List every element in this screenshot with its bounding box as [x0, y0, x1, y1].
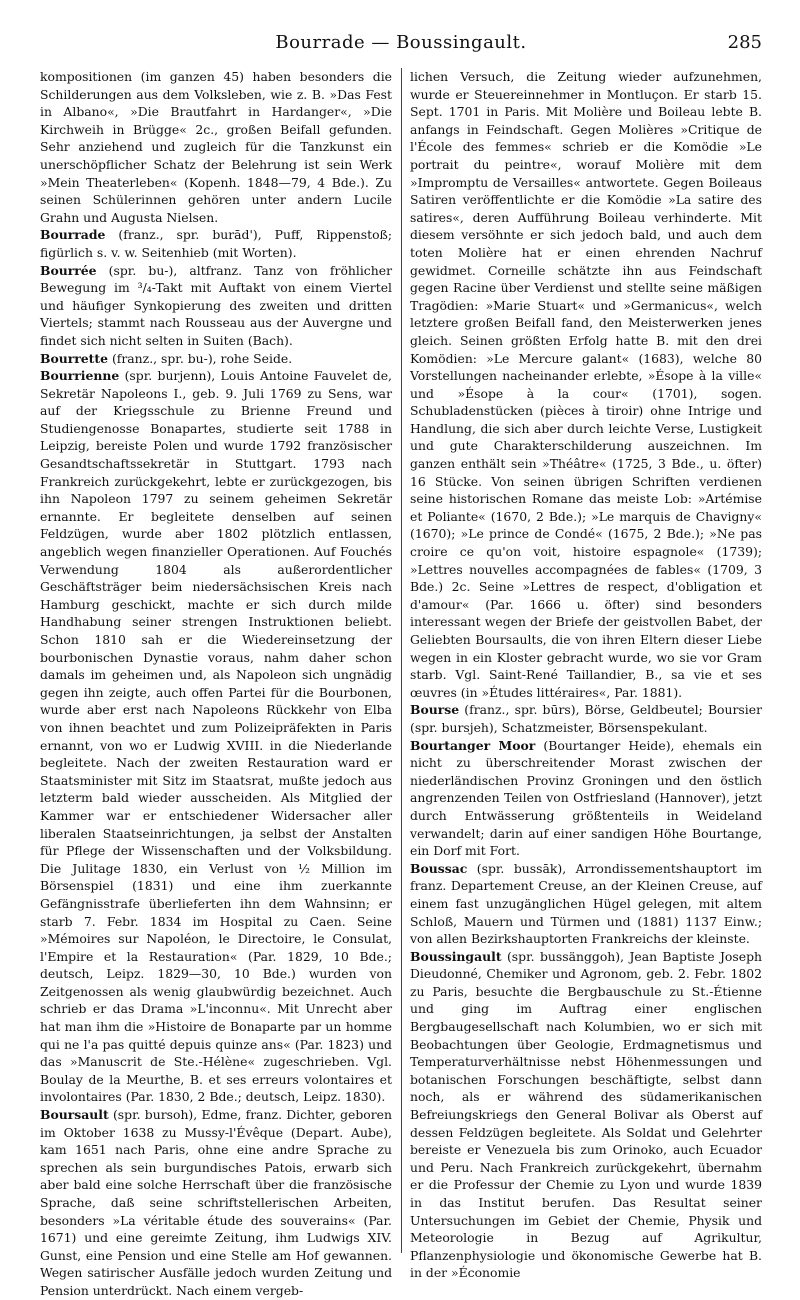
entry-headword: Boussac [410, 860, 468, 876]
entry-text: kompositionen (im ganzen 45) haben besonders die Schilderungen aus dem Volksleben, wie z. B. »Das Fest in Albano«, »Die Brautfahrt in Hardanger«, »Die Kirchweih in Brügge« 2c., großen Beifall gefunden. Sehr anziehend und zugleich für die Tanzkunst ein unerschöpflicher Schatz der Belehrung ist sein Werk »Mein Theaterleben« (Kopenh. 1848—79, 4 Bde.). Zu seinen Schülerinnen gehören unter andern Lucile Grahn und Augusta Nielsen. [40, 69, 392, 225]
entry-paragraph [40, 226, 392, 261]
entry-paragraph [40, 262, 392, 350]
entry-paragraph [410, 701, 762, 736]
entry-paragraph [410, 860, 762, 948]
text-columns [40, 68, 763, 1298]
entry-paragraph [40, 350, 392, 368]
entry-paragraph [410, 737, 762, 860]
entry-headword: Bourtanger Moor [410, 737, 536, 753]
entry-headword: Bourse [410, 702, 460, 718]
entry-text: (spr. bursoh), Edme, franz. Dichter, geboren im Oktober 1638 zu Mussy-l'Évêque (Depart. Aube), kam 1651 nach Paris, ohne eine andre Sprache zu sprechen als sein burgundisches Patois, erwarb sich aber bald eine solche Herrschaft über die französische Sprache, daß seine schriftstellerischen Arbeiten, besonders »La véritable étude des souverains« (Par. 1671) und eine gereimte Zeitung, ihm Ludwigs XIV. Gunst, eine Pension und eine Stelle am Hof gewannen. Wegen satirischer Ausfälle jedoch wurden Zeitung und Pension unterdrückt. Nach einem vergeb- [40, 1107, 392, 1298]
column-divider [401, 68, 402, 1253]
left-column [40, 68, 392, 1298]
entry-text: (Bourtanger Heide), ehemals ein nicht zu überschreitender Morast zwischen der niederländischen Provinz Groningen und den östlich angrenzenden Teilen von Ostfriesland (Hannover), jetzt durch Entwässerung größtenteils in Weideland verwandelt; darin auf einer sandigen Höhe Bourtange, ein Dorf mit Fort. [410, 737, 763, 859]
entry-headword: Bourrette [40, 350, 109, 366]
entry-text: (franz., spr. bu-), rohe Seide. [108, 350, 293, 366]
entry-paragraph [40, 367, 392, 1106]
entry-text: (spr. burjenn), Louis Antoine Fauvelet de, Sekretär Napoleons I., geb. 9. Juli 1769 zu Sens, war auf der Kriegsschule zu Brienne Freund und Studiengenosse Bonapartes, studierte seit 1788 in Leipzig, bereiste Polen und wurde 1792 französischer Gesandtschaftssekretär in Stuttgart. 1793 nach Frankreich zurückgekehrt, lebte er zurückgezogen, bis ihn Napoleon 1797 zu seinem geheimen Sekretär ernannte. Er begleitete denselben auf seinen Feldzügen, wurde aber 1802 plötzlich entlassen, angeblich wegen finanzieller Operationen. Auf Fouchés Verwendung 1804 als außerordentlicher Geschäftsträger beim niedersächsischen Kreis nach Hamburg geschickt, machte er sich durch milde Handhabung seiner strengen Instruktionen beliebt. Schon 1810 sah er die Wiedereinsetzung der bourbonischen Dynastie voraus, nahm daher schon damals im geheimen und, als Napoleon sich ungnädig gegen ihn zeigte, auch offen Partei für die Bourbonen, wurde aber erst nach Napoleons Rückkehr von Elba von ihnen beachtet und zum Polizeipräfekten in Paris ernannt, von wo er Ludwig XVIII. in die Niederlande begleitete. Nach der zweiten Restauration ward er Staatsminister mit Sitz im Staatsrat, mußte jedoch aus letzterm bald wieder ausscheiden. Als Mitglied der Kammer war er entschiedener Widersacher aller liberalen Staatseinrichtungen, ja selbst der Anstalten für Pflege der Wissenschaften und der Volksbildung. Die Julitage 1830, ein Verlust von ½ Million im Börsenspiel (1831) und eine ihm zuerkannte Gefängnisstrafe überlieferten ihn dem Wahnsinn; er starb 7. Febr. 1834 im Hospital zu Caen. Seine »Mémoires sur Napoléon, le Directoire, le Consulat, l'Empire et la Restauration« (Par. 1829, 10 Bde.; deutsch, Leipz. 1829—30, 10 Bde.) wurden von Zeitgenossen als wenig glaubwürdig bezeichnet. Auch schrieb er das Drama »L'inconnu«. Mit Unrecht aber hat man ihm die »Histoire de Bonaparte par un homme qui ne l'a pas quitté depuis quinze ans« (Par. 1823) und das »Manuscrit de Ste.-Hélène« zugeschrieben. Vgl. Boulay de la Meurthe, B. et ses erreurs volontaires et involontaires (Par. 1830, 2 Bde.; deutsch, Leipz. 1830). [40, 368, 392, 1105]
entry-text: (spr. bussänggoh), Jean Baptiste Joseph Dieudonné, Chemiker und Agronom, geb. 2. Febr. 1802 zu Paris, besuchte die Bergbauschule zu St.-Étienne und ging im Auftrag einer englischen Bergbaugesellschaft nach Kolumbien, wo er sich mit Beobachtungen über Geologie, Erdmagnetismus und Temperaturverhältnisse nebst Höhenmessungen und botanischen Forschungen beschäftigte, selbst dann noch, als er während des südamerikanischen Befreiungskriegs den General Bolivar als Oberst auf dessen Feldzügen begleitete. Als Soldat und Gelehrter bereiste er Venezuela bis zum Orinoko, auch Ecuador und Peru. Nach Frankreich zurückgekehrt, übernahm er die Professur der Chemie zu Lyon und wurde 1839 in das Institut berufen. Das Resultat seiner Untersuchungen im Gebiet der Chemie, Physik und Meteorologie in Bezug auf Agrikultur, Pflanzenphysiologie und ökonomische Gewerbe hat B. in der »Économie [410, 948, 762, 1281]
entry-headword: Boursault [40, 1107, 109, 1123]
entry-headword: Boussingault [410, 948, 502, 964]
page-title: Bourrade — Boussingault. [275, 32, 527, 53]
entry-text: (spr. bu-), altfranz. Tanz von fröhlicher Bewegung im ³/₄-Takt mit Auftakt von einem Viertel und häufiger Synkopierung des zweiten und dritten Viertels; stammt nach Rousseau aus der Auvergne und findet sich nicht selten in Suiten (Bach). [40, 262, 392, 348]
entry-headword: Bourrée [40, 262, 97, 278]
entry-paragraph [410, 68, 762, 701]
entry-text: (franz., spr. būrs), Börse, Geldbeutel; Boursier (spr. bursjeh), Schatzmeister, Börsenspekulant. [410, 702, 762, 735]
entry-headword: Bourrienne [40, 368, 120, 384]
entry-text: lichen Versuch, die Zeitung wieder aufzunehmen, wurde er Steuereinnehmer in Montluçon. Er starb 15. Sept. 1701 in Paris. Mit Molière und Boileau lebte B. anfangs in Feindschaft. Gegen Molières »Critique de l'École des femmes« schrieb er die Komödie »Le portrait du peintre«, worauf Molière mit dem »Impromptu de Versailles« antwortete. Gegen Boileaus Satiren veröffentlichte er die Komödie »La satire des satires«, deren Aufführung Boileau verhinderte. Mit diesem versöhnte er sich jedoch bald, und auch dem toten Molière hat er einen ehrenden Nachruf gewidmet. Corneille schätzte ihn aus Feindschaft gegen Racine über Verdienst und stellte seine mäßigen Tragödien: »Marie Stuart« und »Germanicus«, welch letztere großen Beifall fand, den Meisterwerken jenes gleich. Seinen größten Erfolg hatte B. mit den drei Komödien: »Le Mercure galant« (1683), welche 80 Vorstellungen nacheinander erlebte, »Ésope à la ville« und »Ésope à la cour« (1701), sogen. Schubladenstücken (pièces à tiroir) ohne Intrige und Handlung, die sich aber durch leichte Verse, Lustigkeit und gute Charakterschilderung auszeichnen. Im ganzen enthält sein »Théâtre« (1725, 3 Bde., u. öfter) 16 Stücke. Von seinen übrigen Schriften verdienen seine historischen Romane das meiste Lob: »Artémise et Poliante« (1670, 2 Bde.); »Le marquis de Chavigny« (1670); »Le prince de Condé« (1675, 2 Bde.); »Ne pas croire ce qu'on voit, histoire espagnole« (1739); »Lettres nouvelles accompagnées de fables« (1709, 3 Bde.) 2c. Seine »Lettres de respect, d'obligation et d'amour« (Par. 1666 u. öfter) sind besonders interessant wegen der Briefe der geistvollen Babet, der Geliebten Boursaults, die von ihren Eltern dieser Liebe wegen in ein Kloster gebracht wurde, wo sie vor Gram starb. Vgl. Saint-René Taillandier, B., sa vie et ses œuvres (in »Études littéraires«, Par. 1881). [410, 69, 762, 700]
dictionary-page [40, 28, 763, 1298]
entry-text: (franz., spr. burād'), Puff, Rippenstoß; figürlich s. v. w. Seitenhieb (mit Worten). [40, 227, 392, 260]
page-number: 285 [727, 32, 762, 53]
right-column [410, 68, 763, 1281]
entry-text: (spr. bussāk), Arrondissementshauptort im franz. Departement Creuse, an der Kleinen Creuse, auf einem fast unzugänglichen Hügel gelegen, mit altem Schloß, Mauern und Türmen und (1881) 1137 Einw.; von allen Bezirkshauptorten Frankreichs der kleinste. [410, 860, 762, 947]
entry-headword: Bourrade [40, 227, 106, 243]
page-header [40, 28, 762, 64]
entry-paragraph [410, 948, 762, 1282]
entry-paragraph [40, 68, 392, 226]
entry-paragraph [40, 1106, 392, 1300]
